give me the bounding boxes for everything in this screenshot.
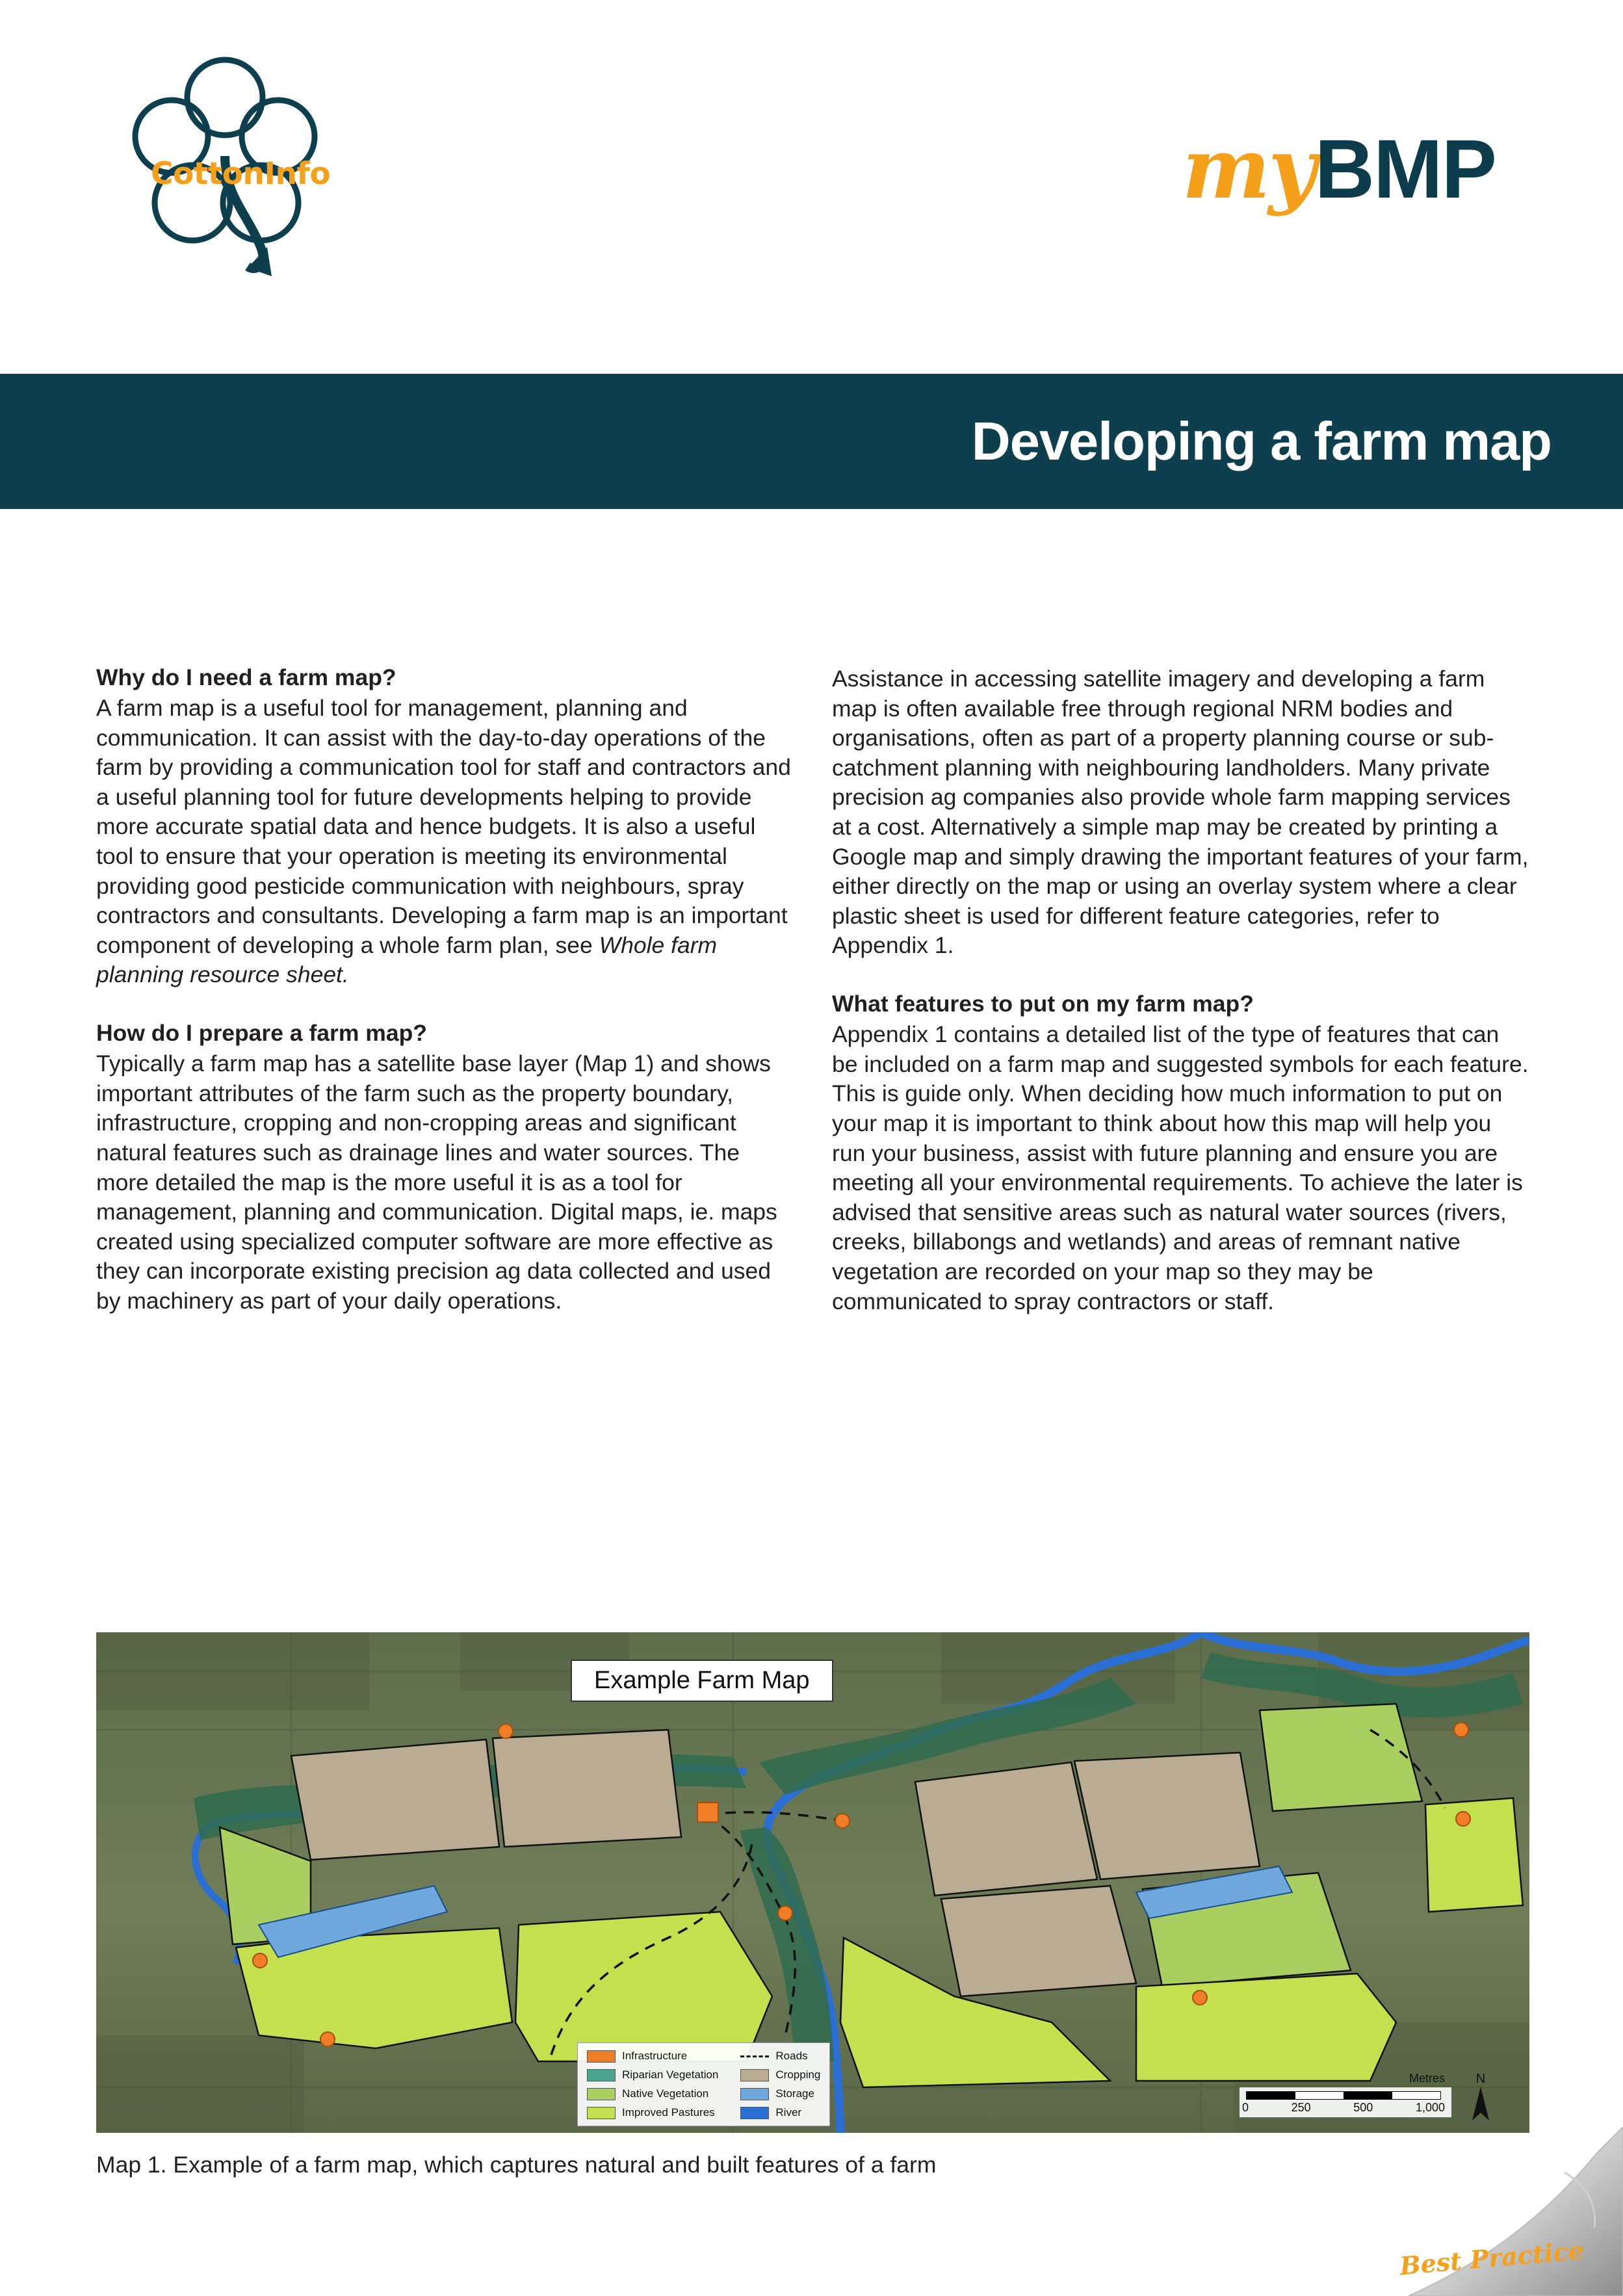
legend-item [740,2087,820,2100]
legend-item [740,2106,820,2119]
paragraph-why-farm-map-text: A farm map is a useful tool for management, planning and communication. It can assist with the day-to-day operations of the farm by providing a communication tool for staff and contractors and a useful planning tool for future developments helping to provide more accurate spatial data and hence budgets. It is also a useful tool to ensure that your operation is meeting its environmental providing good pesticide communication with neighbours, spray contractors and consultants. Developing a farm map is an important component of developing a whole farm plan, see [96,695,791,958]
legend-column-1 [587,2050,718,2119]
page-title: Developing a farm map [971,411,1552,471]
scalebar-segment [1392,2092,1441,2099]
scalebar-tick: 0 [1242,2101,1249,2114]
paragraph-how-prepare: Typically a farm map has a satellite base layer (Map 1) and shows important attributes of the farm such as the property boundary, infrastructure, cropping and non-cropping areas and significant natural features such as drainage lines and water sources. The more detailed the map is the more useful it is as a tool for management, planning and communication. Digital maps, ie. maps created using specialized computer software are more effective as they can incorporate existing precision ag data collected and used by machinery as part of your daily operations. [96,1050,777,1314]
map-legend [577,2042,830,2126]
legend-swatch-native-vegetation [587,2088,616,2100]
north-arrow-label: N [1475,2072,1486,2086]
north-arrow-icon [1470,2072,1492,2125]
heading-what-features: What features to put on my farm map? [832,991,1254,1017]
legend-label-river: River [775,2106,802,2119]
legend-swatch-roads [740,2055,769,2057]
scalebar-segment [1344,2092,1392,2099]
scalebar-unit-label: Metres [1409,2072,1445,2085]
map-scalebar [1240,2072,1451,2117]
legend-item [587,2050,718,2063]
legend-swatch-infrastructure [587,2050,616,2063]
legend-item [587,2087,718,2100]
scalebar-tick: 250 [1291,2101,1311,2114]
legend-column-2 [740,2050,820,2119]
paragraph-assistance: Assistance in accessing satellite imagery and developing a farm map is often available free through regional NRM bodies and organisations, often as part of a property planning course or sub-catchment planning with neighbouring landholders. Many private precision ag companies also provide whole farm mapping services at a cost. Alternatively a simple map may be created by printing a Google map and simply drawing the important features of your farm, either directly on the map or using an overlay system where a clear plastic sheet is used for different feature categories, refer to Appendix 1. [832,666,1529,959]
mybmp-prefix: my [1182,120,1315,218]
scalebar-tick-labels [1242,2101,1445,2115]
right-column [832,664,1529,1316]
legend-label-riparian-vegetation: Riparian Vegetation [622,2068,719,2081]
legend-label-roads: Roads [775,2050,808,2062]
map-caption: Map 1. Example of a farm map, which captures natural and built features of a farm [96,2152,937,2178]
left-column [96,664,793,1316]
legend-swatch-river [740,2107,769,2119]
paragraph-why-farm-map [96,694,793,990]
resource-sheet-reference: Whole farm planning resource sheet. [96,932,718,988]
mybmp-suffix: BMP [1314,123,1496,216]
legend-label-storage: Storage [775,2087,814,2100]
legend-label-native-vegetation: Native Vegetation [622,2087,709,2100]
scalebar-segment [1295,2092,1344,2099]
body-columns [96,664,1529,1316]
scalebar-tick: 1,000 [1415,2101,1445,2114]
title-band [0,374,1623,509]
legend-item [587,2106,718,2119]
legend-swatch-improved-pastures [587,2107,616,2119]
scalebar-bars [1246,2091,1441,2100]
legend-swatch-storage [740,2088,769,2100]
cottoninfo-logo [127,52,387,293]
legend-label-infrastructure: Infrastructure [622,2050,688,2062]
legend-item [740,2068,820,2081]
north-arrow-glyph [1470,2087,1492,2122]
map-title-label: Example Farm Map [571,1660,833,1702]
scalebar-segment [1247,2092,1295,2099]
best-practice-label: Best Practice [1398,2235,1585,2281]
legend-swatch-cropping [740,2069,769,2081]
legend-item [740,2050,820,2063]
map-figure [96,1632,1529,2133]
legend-item [587,2068,718,2081]
paragraph-what-features: Appendix 1 contains a detailed list of the type of features that can be included on a farm map and suggested symbols for each feature. This is guide only. When deciding how much information to put on your map it is important to think about how this map will help you run your business, assist with future planning and ensure you are meeting all your environmental requirements. To achieve the later is advised that sensitive areas such as natural water sources (rivers, creeks, billabongs and wetlands) and areas of remnant native vegetation are recorded on your map so they may be communicated to spray contractors or staff. [832,1021,1529,1314]
scalebar-tick: 500 [1353,2101,1373,2114]
legend-label-cropping: Cropping [775,2068,821,2081]
page-corner-fold [1259,2127,1623,2296]
heading-how-prepare: How do I prepare a farm map? [96,1020,427,1047]
legend-swatch-riparian-vegetation [587,2069,616,2081]
legend-label-improved-pastures: Improved Pastures [622,2106,715,2119]
heading-why-farm-map: Why do I need a farm map? [96,664,396,690]
header-logo-row [0,0,1623,364]
mybmp-logo [1182,120,1496,224]
cottoninfo-wordmark: CottonInfo [151,156,331,192]
